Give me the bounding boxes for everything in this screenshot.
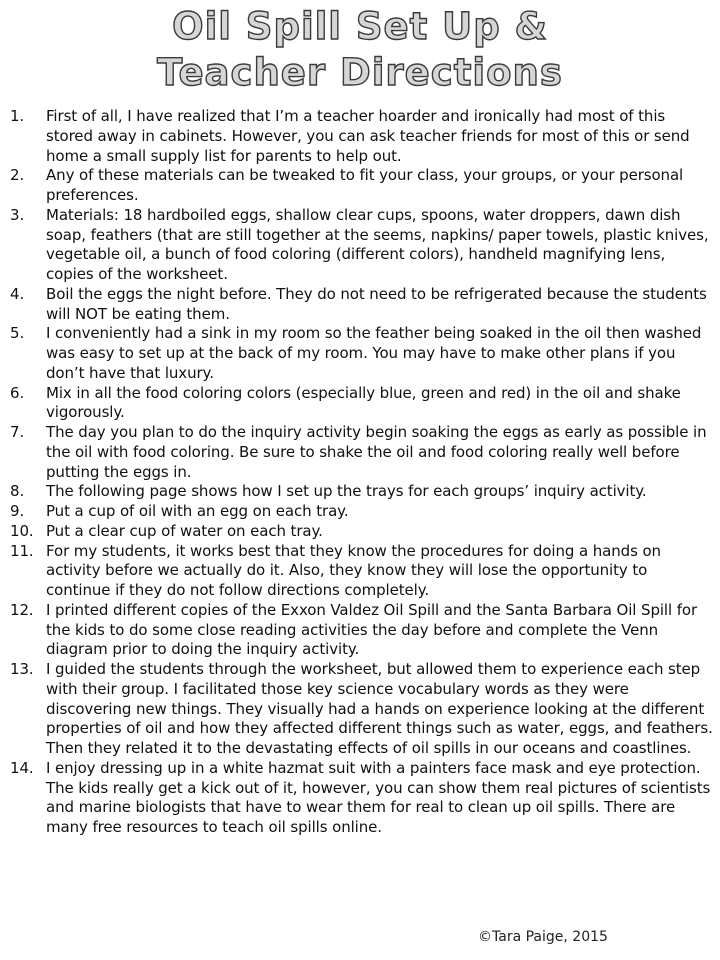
list-item — [10, 206, 716, 285]
list-item-number: 12. — [10, 600, 34, 619]
list-item-number: 7. — [10, 423, 25, 441]
list-item — [10, 384, 716, 424]
list-item — [10, 759, 716, 838]
list-item-text: I enjoy dressing up in a white hazmat suit with a painters face mask and eye protection. The kids really get a kick out of it, however, you can show them real pictures of scientists and marine biologists that have to wear them for real to clean up oil spills. There are many free resources to teach oil spills online. — [46, 758, 711, 836]
list-item-text: Any of these materials can be tweaked to fit your class, your groups, or your personal preferences. — [46, 166, 684, 204]
list-item — [10, 423, 716, 482]
list-item-text: Boil the eggs the night before. They do not need to be refrigerated because the students will NOT be eating them. — [46, 284, 707, 323]
list-item-text: I conveniently had a sink in my room so the feather being soaked in the oil then washed was easy to set up at the back of my room. You may have to make other plans if you don’t have that luxury. — [46, 324, 702, 382]
list-item-number: 14. — [10, 758, 34, 777]
list-item-text: I printed different copies of the Exxon Valdez Oil Spill and the Santa Barbara Oil Spill for the kids to do some close reading activities the day before and complete the Venn diagram prior to doing the inquiry activity. — [46, 600, 698, 659]
list-item-number: 11. — [10, 541, 34, 560]
list-item-number: 9. — [10, 502, 25, 520]
list-item-number: 3. — [10, 205, 25, 224]
copyright-notice: ©Tara Paige, 2015 — [478, 929, 608, 945]
list-item — [10, 166, 716, 206]
list-item-number: 10. — [10, 521, 34, 540]
list-item-number: 2. — [10, 166, 25, 185]
page-title — [0, 4, 720, 96]
list-item — [10, 660, 716, 759]
list-item-text: I guided the students through the worksheet, but allowed them to experience each step with their group. I facilitated those key science vocabulary words as they were discovering new things. They visually had a hands on experience looking at the different properties of oil and how they affected different things such as water, eggs, and feathers. Then they related it to the devastating effects of oil spills in our oceans and coastlines. — [46, 660, 713, 757]
list-item-text: Put a cup of oil with an egg on each tray. — [46, 502, 349, 520]
list-item-number: 4. — [10, 284, 25, 303]
list-item-text: The following page shows how I set up the trays for each groups’ inquiry activity. — [46, 482, 647, 501]
list-item — [10, 285, 716, 325]
list-item — [10, 522, 716, 542]
list-item-number: 5. — [10, 324, 25, 343]
list-item-text: Mix in all the food coloring colors (especially blue, green and red) in the oil and shake vigorously. — [46, 383, 681, 422]
list-item — [10, 107, 716, 166]
list-item-text: Materials: 18 hardboiled eggs, shallow clear cups, spoons, water droppers, dawn dish soap, feathers (that are still together at the seems, napkins/ paper towels, plastic knives, vegetable oil, a bunch of food coloring (different colors), handheld magnifying lens, copies of the worksheet. — [46, 205, 709, 283]
list-item-number: 6. — [10, 383, 25, 402]
list-item-text: Put a clear cup of water on each tray. — [46, 521, 323, 540]
list-item — [10, 601, 716, 660]
title-line-1: Oil Spill Set Up & — [172, 5, 548, 48]
directions-list — [10, 107, 716, 838]
list-item-text: For my students, it works best that they know the procedures for doing a hands on activity before we actually do it. Also, they know they will lose the opportunity to continue if they do not follow directions completely. — [46, 541, 661, 599]
title-line-2: Teacher Directions — [157, 51, 563, 94]
list-item — [10, 542, 716, 601]
list-item — [10, 324, 716, 383]
list-item-number: 1. — [10, 107, 25, 125]
list-item-number: 8. — [10, 482, 25, 501]
list-item — [10, 482, 716, 502]
list-item-text: The day you plan to do the inquiry activity begin soaking the eggs as early as possible in the oil with food coloring. Be sure to shake the oil and food coloring really well before putting the eggs in. — [46, 423, 707, 481]
list-item — [10, 502, 716, 522]
list-item-text: First of all, I have realized that I’m a teacher hoarder and ironically had most of this stored away in cabinets. However, you can ask teacher friends for most of this or send home a small supply list for parents to help out. — [46, 107, 690, 165]
list-item-number: 13. — [10, 660, 34, 678]
